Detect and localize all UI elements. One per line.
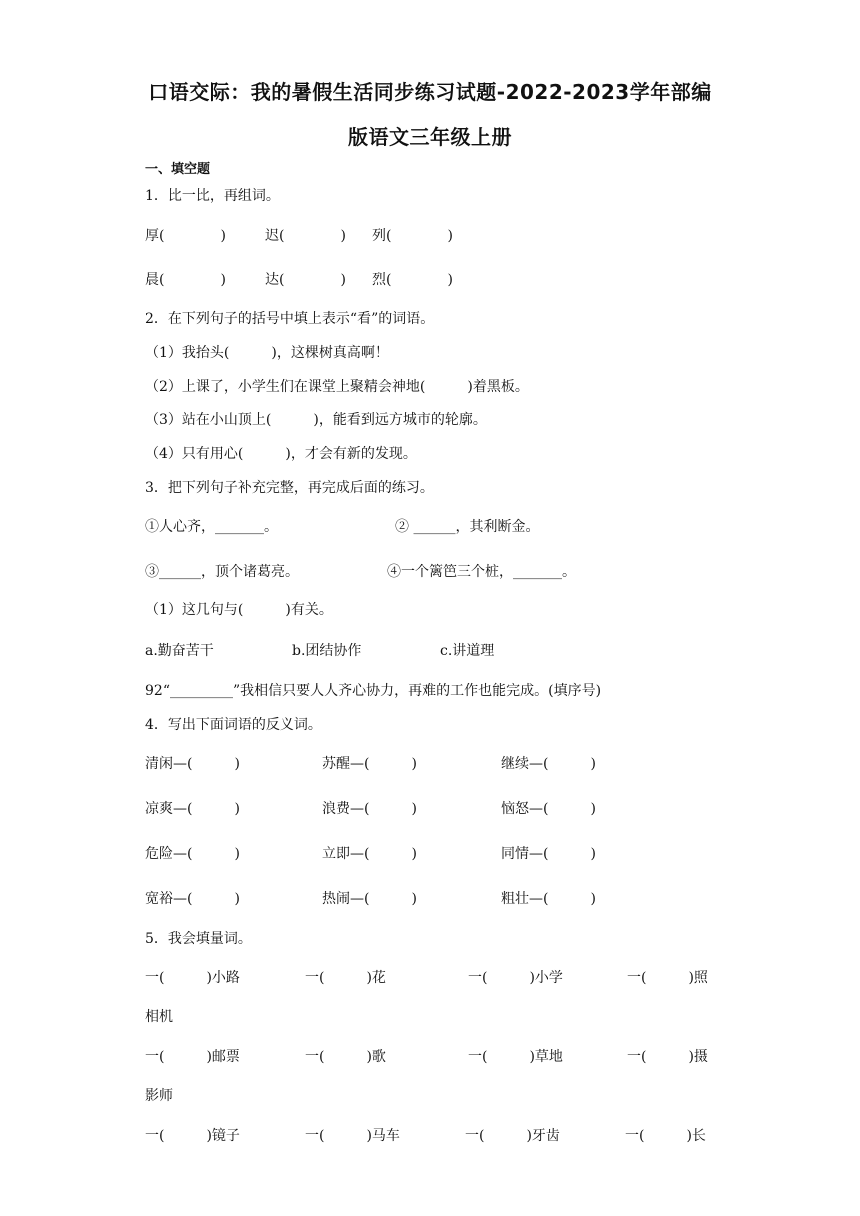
q1-r2-c2: 达( ) [265, 272, 346, 288]
q3-sub-2: 92“_________”我相信只要人人齐心协力，再难的工作也能完成。(填序号) [145, 683, 602, 699]
q4-r2-c2: 浪费—( ) [322, 801, 417, 817]
q5-r1-c4: 一( )照 [627, 970, 708, 986]
q2-item-4: （4）只有用心( )，才会有新的发现。 [145, 446, 417, 462]
q5-r1-c1: 一( )小路 [145, 970, 240, 986]
q5-r2-c2: 一( )歌 [305, 1049, 386, 1065]
q4-r4-c3: 粗壮—( ) [501, 891, 596, 907]
q1-stem: 1．比一比，再组词。 [145, 188, 280, 204]
q5-r3-c2: 一( )马车 [305, 1128, 400, 1144]
q1-r1-c3: 列( ) [372, 228, 453, 244]
title-line-2: 版语文三年级上册 [348, 125, 512, 149]
q4-r2-c3: 恼怒—( ) [501, 801, 596, 817]
q5-r3-c4: 一( )长 [625, 1128, 706, 1144]
q2-item-3: （3）站在小山顶上( )，能看到远方城市的轮廓。 [145, 412, 487, 428]
q5-wrap-1: 相机 [145, 1009, 173, 1025]
q5-r2-c1: 一( )邮票 [145, 1049, 240, 1065]
q5-r1-c2: 一( )花 [305, 970, 386, 986]
q5-r1-c3: 一( )小学 [468, 970, 563, 986]
q3-option-a: a.勤奋苦干 [145, 643, 214, 659]
q5-r2-c3: 一( )草地 [468, 1049, 563, 1065]
q3-sub-1: （1）这几句与( )有关。 [145, 602, 333, 618]
q1-r2-c3: 烈( ) [372, 272, 453, 288]
q2-item-1: （1）我抬头( )，这棵树真高啊！ [145, 345, 389, 361]
q3-stem: 3．把下列句子补充完整，再完成后面的练习。 [145, 480, 434, 496]
q4-r4-c2: 热闹—( ) [322, 891, 417, 907]
q5-r3-c3: 一( )牙齿 [465, 1128, 560, 1144]
q5-r3-c1: 一( )镜子 [145, 1128, 240, 1144]
q1-r1-c2: 迟( ) [265, 228, 346, 244]
q5-stem: 5．我会填量词。 [145, 931, 252, 947]
section-heading: 一、填空题 [145, 162, 211, 177]
q4-r3-c1: 危险—( ) [145, 846, 240, 862]
q4-r4-c1: 宽裕—( ) [145, 891, 240, 907]
q1-r1-c1: 厚( ) [145, 228, 226, 244]
q4-r1-c1: 清闲—( ) [145, 756, 240, 772]
q2-item-2: （2）上课了，小学生们在课堂上聚精会神地( )着黑板。 [145, 379, 529, 395]
q4-r3-c3: 同情—( ) [501, 846, 596, 862]
q4-r1-c3: 继续—( ) [501, 756, 596, 772]
q5-wrap-2: 影师 [145, 1088, 173, 1104]
q2-stem: 2．在下列句子的括号中填上表示“看”的词语。 [145, 311, 435, 327]
q3-sentence-1: ①人心齐，_______。 [145, 519, 278, 535]
q4-stem: 4．写出下面词语的反义词。 [145, 717, 322, 733]
q3-sentence-2: ② ______，其利断金。 [395, 519, 540, 535]
q3-option-b: b.团结协作 [292, 643, 362, 659]
q4-r3-c2: 立即—( ) [322, 846, 417, 862]
q3-sentence-4: ④一个篱笆三个桩，_______。 [387, 564, 576, 580]
q4-r1-c2: 苏醒—( ) [322, 756, 417, 772]
q3-option-c: c.讲道理 [440, 643, 495, 659]
q4-r2-c1: 凉爽—( ) [145, 801, 240, 817]
title-line-1: 口语交际：我的暑假生活同步练习试题-2022-2023学年部编 [148, 80, 712, 104]
q5-r2-c4: 一( )摄 [627, 1049, 708, 1065]
q1-r2-c1: 晨( ) [145, 272, 226, 288]
q3-sentence-3: ③______，顶个诸葛亮。 [145, 564, 299, 580]
